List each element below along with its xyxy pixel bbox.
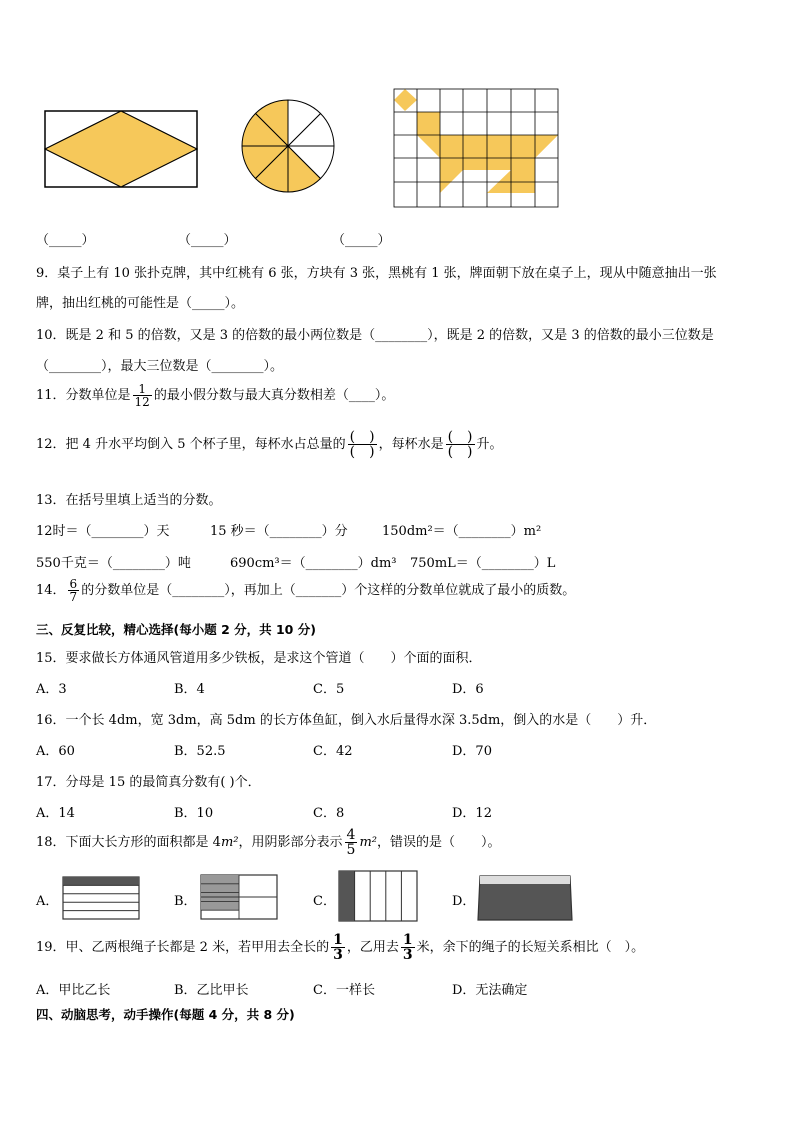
q17-option-a[interactable]: A．14 [36,806,75,821]
grid-animal-figure [393,88,559,209]
q19-option-c[interactable]: C．一样长 [313,983,375,998]
q13-r1c1: 12时＝（________）天 [36,524,170,539]
q13-title: 13．在括号里填上适当的分数。 [36,493,222,508]
q12: 12．把 4 升水平均倒入 5 个杯子里，每杯水占总量的 $\frac{( )}{( )}$ ，每杯水是 $\frac{( )}{( )}$ 升。 [36,429,503,460]
q19-option-b[interactable]: B．乙比甲长 [174,983,249,998]
q16-option-a[interactable]: A．60 [36,744,75,759]
q15-text: 15．要求做长方体通风管道用多少铁板，是求这个管道（ ）个面的面积． [36,651,482,666]
circle-eighths-figure [240,98,336,194]
q15-option-b[interactable]: B．4 [174,682,205,697]
rhombus-figure [44,110,198,188]
q16-option-b[interactable]: B．52.5 [174,744,226,759]
q16-option-d[interactable]: D．70 [452,744,492,759]
q19-option-d[interactable]: D．无法确定 [452,983,528,998]
q18-option-b[interactable]: B． [174,894,197,909]
q19-text: 19．甲、乙两根绳子长都是 2 米，若甲用去全长的 $\frac{1}{3}$ ，乙用去 $\frac{1}{3}$ 米，余下的绳子的长短关系相比（ ）。 [36,932,645,963]
figure-answer-3[interactable]: （_____） [332,233,391,248]
q17-text: 17．分母是 15 的最简真分数有( )个． [36,775,261,790]
q15-option-a[interactable]: A．3 [36,682,67,697]
q16-option-c[interactable]: C．42 [313,744,353,759]
q18-option-c[interactable]: C． [313,894,336,909]
figure-answer-1[interactable]: （_____） [36,233,95,248]
q11: 11．分数单位是 $\frac{1}{12}$ 的最小假分数与最大真分数相差（____）。 [36,382,395,409]
q13-r2c2: 690cm³＝（________）dm³ [230,556,397,571]
q15-option-c[interactable]: C．5 [313,682,345,697]
q16-text: 16．一个长 4dm，宽 3dm，高 5dm 的长方体鱼缸，倒入水后量得水深 3.5dm，倒入的水是（ ）升． [36,713,657,728]
q18-figure-d [476,872,574,922]
q10-line1: 10．既是 2 和 5 的倍数，又是 3 的倍数的最小两位数是（________），既是 2 的倍数，又是 3 的倍数的最小三位数是 [36,328,714,343]
section-4-heading: 四、动脑思考，动手操作(每题 4 分，共 8 分) [36,1007,295,1022]
q17-option-b[interactable]: B．10 [174,806,214,821]
q18-figure-c [338,870,418,922]
q13-r2c1: 550千克＝（________）吨 [36,556,191,571]
q13-r2c3: 750mL＝（________）L [410,556,556,571]
q13-r1c3: 150dm²＝（________）m² [382,524,542,539]
q17-option-d[interactable]: D．12 [452,806,492,821]
q9-line1: 9．桌子上有 10 张扑克牌，其中红桃有 6 张，方块有 3 张，黑桃有 1 张，牌面朝下放在桌子上，现从中随意抽出一张 [36,266,717,281]
q15-option-d[interactable]: D．6 [452,682,484,697]
figure-answer-2[interactable]: （_____） [178,233,237,248]
q17-option-c[interactable]: C．8 [313,806,345,821]
q10-line2: （________），最大三位数是（________）。 [36,359,284,374]
q19-option-a[interactable]: A．甲比乙长 [36,983,111,998]
q14: 14． $\frac{6}{7}$ 的分数单位是（________），再加上（_______）个这样的分数单位就成了最小的质数。 [36,577,576,604]
q9-line2: 牌，抽出红桃的可能性是（_____）。 [36,296,245,311]
q18-figure-a [62,876,140,920]
q18-text: 18．下面大长方形的面积都是 4m²，用阴影部分表示 $\frac{4}{5}$ m²，错误的是（ ）。 [36,827,501,858]
q18-option-a[interactable]: A． [36,894,59,909]
section-3-heading: 三、反复比较，精心选择(每小题 2 分，共 10 分) [36,622,316,637]
q18-figure-b [200,874,278,920]
q18-option-d[interactable]: D． [452,894,476,909]
q13-r1c2: 15 秒＝（________）分 [210,524,348,539]
